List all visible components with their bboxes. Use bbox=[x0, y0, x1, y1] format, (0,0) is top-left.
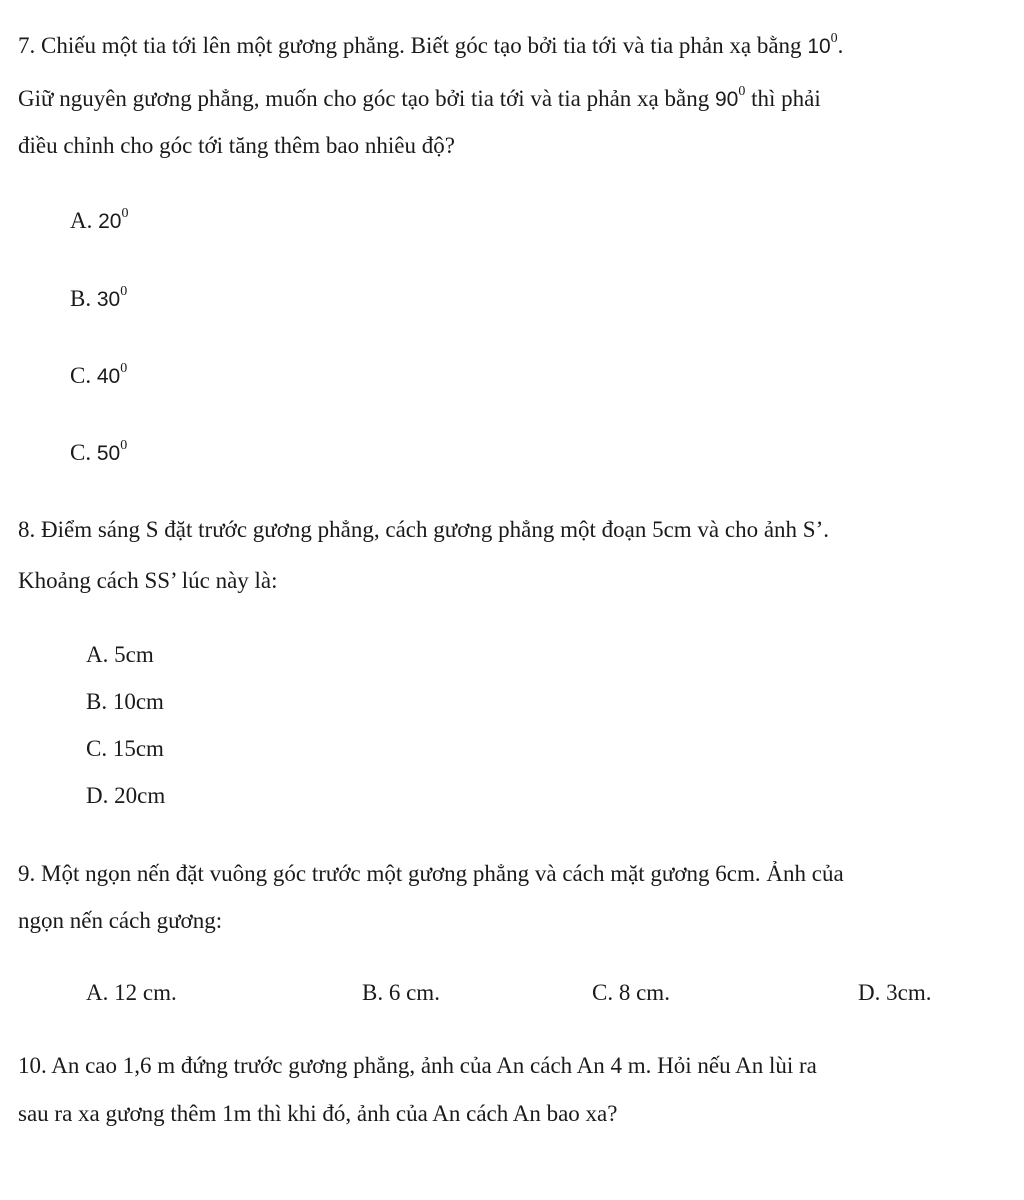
option-value: 40 bbox=[96, 365, 121, 388]
option-value: 12 cm. bbox=[114, 980, 177, 1005]
degree-sup: 0 bbox=[738, 84, 746, 100]
option-label: B. bbox=[70, 286, 92, 311]
question-9-text-2: ngọn nến cách gương: bbox=[18, 908, 223, 933]
question-7-text-1: Chiếu một tia tới lên một gương phẳng. Biết góc tạo bởi tia tới và tia phản xạ bằng bbox=[41, 33, 808, 58]
option-value: 20cm bbox=[114, 783, 166, 808]
question-8-line-2 bbox=[18, 567, 278, 595]
option-label: D. bbox=[86, 783, 109, 808]
option-label: B. bbox=[362, 980, 384, 1005]
degree-sup: 0 bbox=[121, 206, 129, 222]
option-value: 50 bbox=[96, 442, 121, 465]
question-8-option-c bbox=[86, 735, 164, 763]
question-9-options-row bbox=[0, 979, 1024, 1007]
option-label: C. bbox=[86, 736, 108, 761]
question-7-option-a bbox=[70, 207, 128, 236]
question-8-option-d bbox=[86, 782, 165, 810]
degree-sup: 0 bbox=[120, 361, 128, 377]
option-value: 15cm bbox=[112, 736, 164, 761]
question-8-text-2: Khoảng cách SS’ lúc này là: bbox=[18, 568, 278, 593]
question-7-option-b bbox=[70, 285, 127, 314]
question-7-line-3 bbox=[18, 132, 455, 160]
question-7-text-3: điều chỉnh cho góc tới tăng thêm bao nhiêu độ? bbox=[18, 133, 455, 158]
option-label: C. bbox=[70, 440, 92, 465]
question-9-option-d bbox=[858, 979, 931, 1007]
question-7-line-1 bbox=[18, 32, 843, 61]
question-9-option-b bbox=[362, 979, 440, 1007]
question-7-option-c bbox=[70, 362, 127, 391]
option-value: 6 cm. bbox=[388, 980, 440, 1005]
question-7-text-1-end: . bbox=[837, 33, 844, 58]
degree-sup: 0 bbox=[120, 284, 128, 300]
degree-sup: 0 bbox=[830, 31, 838, 47]
option-value: 10cm bbox=[112, 689, 164, 714]
option-label: C. bbox=[592, 980, 614, 1005]
question-10-line-1 bbox=[18, 1052, 817, 1080]
option-value: 8 cm. bbox=[618, 980, 670, 1005]
option-label: C. bbox=[70, 363, 92, 388]
option-label: A. bbox=[86, 642, 109, 667]
option-label: D. bbox=[858, 980, 881, 1005]
option-value: 30 bbox=[96, 288, 121, 311]
question-9-line-1 bbox=[18, 860, 844, 888]
question-10-text-2: sau ra xa gương thêm 1m thì khi đó, ảnh của An cách An bao xa? bbox=[18, 1101, 618, 1126]
question-7-number: 7. bbox=[18, 33, 36, 58]
option-label: A. bbox=[70, 208, 93, 233]
option-value: 20 bbox=[98, 210, 122, 233]
question-10-text-1: An cao 1,6 m đứng trước gương phẳng, ảnh của An cách An 4 m. Hỏi nếu An lùi ra bbox=[51, 1053, 817, 1078]
question-10-number: 10. bbox=[18, 1053, 47, 1078]
question-9-number: 9. bbox=[18, 861, 36, 886]
question-7-option-d bbox=[70, 439, 127, 468]
question-9-line-2 bbox=[18, 907, 222, 935]
question-8-number: 8. bbox=[18, 517, 36, 542]
question-9-text-1: Một ngọn nến đặt vuông góc trước một gương phẳng và cách mặt gương 6cm. Ảnh của bbox=[41, 861, 844, 886]
question-8-option-a bbox=[86, 641, 154, 669]
option-value: 5cm bbox=[114, 642, 154, 667]
question-7-angle-2: 90 bbox=[714, 88, 739, 111]
question-9-option-c bbox=[592, 979, 670, 1007]
option-label: A. bbox=[86, 980, 109, 1005]
question-8-option-b bbox=[86, 688, 164, 716]
question-10-line-2 bbox=[18, 1100, 617, 1128]
question-7-line-2 bbox=[18, 85, 821, 114]
question-8-line-1 bbox=[18, 516, 829, 544]
question-7-angle-1: 10 bbox=[807, 35, 831, 58]
question-8-text-1: Điểm sáng S đặt trước gương phẳng, cách gương phẳng một đoạn 5cm và cho ảnh S’. bbox=[41, 517, 829, 542]
question-7-text-2: Giữ nguyên gương phẳng, muốn cho góc tạo bởi tia tới và tia phản xạ bằng bbox=[18, 86, 715, 111]
question-9-option-a bbox=[86, 979, 177, 1007]
option-value: 3cm. bbox=[886, 980, 932, 1005]
option-label: B. bbox=[86, 689, 108, 714]
degree-sup: 0 bbox=[120, 438, 128, 454]
question-7-text-2-end: thì phải bbox=[745, 86, 821, 111]
